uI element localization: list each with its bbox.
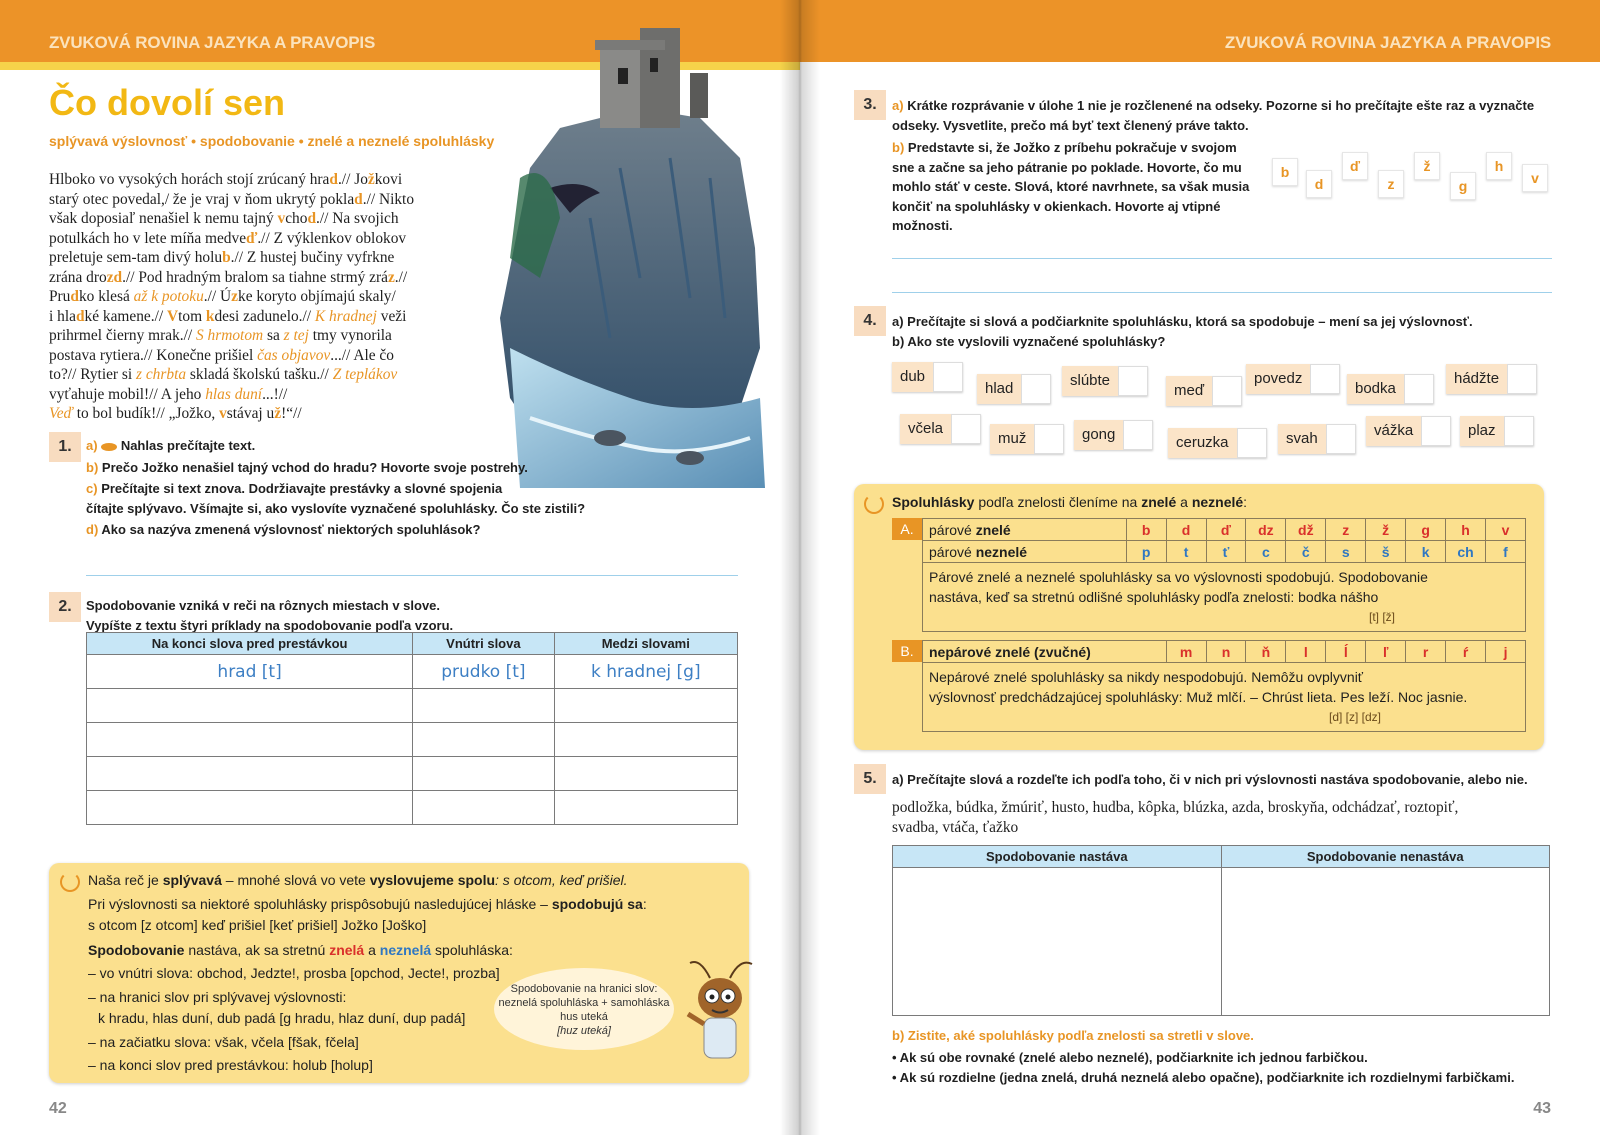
answer-box[interactable] bbox=[1021, 374, 1051, 404]
story-line: prihrmel čierny mrak.// S hrmotom sa z tej tmy vynorila bbox=[49, 327, 392, 344]
answer-cell[interactable] bbox=[413, 757, 554, 791]
answer-box[interactable] bbox=[1123, 420, 1153, 450]
letter-tile: h bbox=[1486, 152, 1512, 180]
paired-explanation: Párové znelé a neznelé spoluhlásky sa vo výslovnosti spodobujú. Spodobovanie nastáva, keď sa stretnú odlišné spoluhlásky podľa znelosti: bodka nášho [t] [ž] bbox=[923, 563, 1526, 632]
answer-cell[interactable] bbox=[413, 689, 554, 723]
task-5b: b) Zistite, aké spoluhlásky podľa znelosti sa stretli v slove. bbox=[892, 1028, 1254, 1043]
story-line: však doposiaľ nenašiel k nemu tajný vchod.// Na svojich bbox=[49, 210, 399, 227]
consonant-cell: ľ bbox=[1366, 641, 1406, 663]
letter-tile: v bbox=[1522, 164, 1548, 192]
story-text bbox=[49, 170, 529, 424]
word-chip: povedz bbox=[1246, 364, 1340, 394]
right-page bbox=[800, 0, 1600, 1135]
word-chip: vážka bbox=[1366, 416, 1451, 446]
unpaired-consonants-table bbox=[922, 640, 1526, 732]
word-chip: bodka bbox=[1347, 374, 1434, 404]
section-badge: A. bbox=[892, 518, 922, 540]
story-line: to?// Rytier si z chrbta skladá školskú tašku.// Z teplákov bbox=[49, 366, 398, 383]
story-line: postava rytiera.// Konečne prišiel čas objavov...// Ale čo bbox=[49, 346, 394, 364]
consonant-cell: ŕ bbox=[1446, 641, 1486, 663]
consonant-cell: b bbox=[1126, 519, 1166, 541]
rule-line: k hradu, hlas duní, dub padá [g hradu, hlaz duní, dup padá] bbox=[98, 1010, 466, 1026]
word-chip: hádžte bbox=[1446, 364, 1537, 394]
story-line: preletuje sem-tam divý holub.// Z hustej bučiny vyfrkne bbox=[49, 249, 395, 266]
word-chip: slúbte bbox=[1062, 366, 1148, 396]
box-title: Spoluhlásky podľa znelosti členíme na znelé a neznelé: bbox=[892, 494, 1248, 510]
unpaired-explanation: Nepárové znelé spoluhlásky sa nikdy nespodobujú. Nemôžu ovplyvniť výslovnosť predchádzajúcej spoluhlásky: Muž mlčí. – Chrúst lieta. Pes leží. Noc jasnie. [d] [z] [dz] bbox=[923, 663, 1526, 732]
consonant-cell: g bbox=[1406, 519, 1446, 541]
column-header: Spodobovanie nenastáva bbox=[1221, 846, 1550, 868]
answer-box[interactable] bbox=[1212, 376, 1242, 406]
rule-line: – na konci slov pred prestávkou: holub [holup] bbox=[88, 1057, 373, 1073]
consonant-cell: dz bbox=[1246, 519, 1286, 541]
task-number: 4. bbox=[854, 306, 886, 336]
page-subtitle: splývavá výslovnosť • spodobovanie • znelé a neznelé spoluhlásky bbox=[49, 133, 495, 149]
divider bbox=[86, 575, 738, 576]
word-chip: meď bbox=[1166, 376, 1242, 406]
consonant-cell: ť bbox=[1206, 541, 1246, 563]
rule-line: – na hranici slov pri splývavej výslovnosti: bbox=[88, 989, 347, 1005]
column-header: Na konci slova pred prestávkou bbox=[87, 633, 413, 655]
story-line: Prudko klesá až k potoku.// Úzke koryto objímajú skaly/ bbox=[49, 288, 396, 305]
castle-illustration bbox=[490, 18, 770, 488]
answer-box[interactable] bbox=[1034, 424, 1064, 454]
word-chip: ceruzka bbox=[1168, 428, 1267, 458]
story-line: Veď to bol budík!// „Jožko, vstávaj už!“// bbox=[49, 405, 302, 422]
story-line: starý otec povedal,/ že je vraj v ňom ukrytý poklad.// Nikto bbox=[49, 190, 415, 208]
letter-tile: ď bbox=[1342, 152, 1368, 180]
answer-cell[interactable] bbox=[87, 723, 413, 757]
consonant-cell: l bbox=[1286, 641, 1326, 663]
consonant-cell: č bbox=[1286, 541, 1326, 563]
task-1 bbox=[86, 436, 606, 540]
task-3b: b) Predstavte si, že Jožko z príbehu pokračuje v svojom sne a začne sa jeho pátranie po poklade. Hovorte, čo mu mohlo stáť v ceste. Slová, ktoré navrhnete, sa však musia končiť na spoluhlásky v okienkach. Hovorte aj vtipné možnosti. bbox=[892, 140, 1250, 233]
answer-cell[interactable] bbox=[87, 757, 413, 791]
task-5-table bbox=[892, 845, 1550, 1016]
column-header: Vnútri slova bbox=[413, 633, 554, 655]
answer-box[interactable] bbox=[1118, 366, 1148, 396]
word-chip: muž bbox=[990, 424, 1064, 454]
consonant-cell: n bbox=[1206, 641, 1246, 663]
answer-cell[interactable] bbox=[554, 757, 737, 791]
letter-tile: b bbox=[1272, 158, 1298, 186]
answer-line[interactable] bbox=[892, 258, 1552, 259]
answer-box[interactable] bbox=[1326, 424, 1356, 454]
rule-line: – na začiatku slova: však, včela [fšak, fčela] bbox=[88, 1034, 359, 1050]
consonant-cell: f bbox=[1486, 541, 1526, 563]
row-label: nepárové znelé (zvučné) bbox=[923, 641, 1167, 663]
answer-cell[interactable] bbox=[1221, 868, 1550, 1016]
word-chip: dub bbox=[892, 362, 963, 392]
consonant-cell: z bbox=[1326, 519, 1366, 541]
answer-cell[interactable] bbox=[87, 791, 413, 825]
reminder-icon bbox=[864, 494, 884, 514]
consonant-cell: t bbox=[1166, 541, 1206, 563]
rule-line: Naša reč je splývavá – mnohé slová vo vete vyslovujeme spolu: s otcom, keď prišiel. bbox=[88, 872, 628, 888]
answer-cell[interactable] bbox=[554, 791, 737, 825]
story-line: zrána drozd.// Pod hradným bralom sa tiahne strmý zráz.// bbox=[49, 268, 408, 286]
answer-box[interactable] bbox=[1310, 364, 1340, 394]
bubble-text: hus uteká bbox=[560, 1011, 608, 1023]
task-number: 5. bbox=[854, 764, 886, 794]
task-letter: c) bbox=[86, 481, 98, 496]
consonant-cell: j bbox=[1486, 641, 1526, 663]
task-4: a) Prečítajte si slová a podčiarknite spoluhlásku, ktorá sa spodobuje – mení sa jej výslovnosť. b) Ako ste vyslovili vyznačené spoluhlásky? bbox=[892, 314, 1473, 349]
task-text: Prečítajte si text znova. Dodržiavajte prestávky a slovné spojenia bbox=[101, 481, 503, 496]
task-text: Prečo Jožko nenašiel tajný vchod do hradu? Hovorte svoje postrehy. bbox=[101, 459, 528, 475]
consonant-cell: ž bbox=[1366, 519, 1406, 541]
bubble-text: [huz uteká] bbox=[557, 1025, 611, 1037]
word-chip: hlad bbox=[977, 374, 1051, 404]
consonant-cell: k bbox=[1406, 541, 1446, 563]
page-number: 42 bbox=[49, 1100, 67, 1117]
example-cell: k hradnej [g] bbox=[554, 655, 737, 689]
consonant-cell: r bbox=[1406, 641, 1446, 663]
example-cell: prudko [t] bbox=[413, 655, 554, 689]
mouth-icon bbox=[101, 443, 117, 451]
task-letter: d) bbox=[86, 522, 99, 537]
word-chip: svah bbox=[1278, 424, 1356, 454]
consonant-cell: h bbox=[1446, 519, 1486, 541]
example-cell: hrad [t] bbox=[87, 655, 413, 689]
task-text: Spodobovanie vzniká v reči na rôznych miestach v slove. bbox=[86, 598, 441, 613]
page-title: Čo dovolí sen bbox=[49, 82, 286, 123]
story-line: potulkách ho v lete míňa medveď.// Z výklenkov oblokov bbox=[49, 229, 407, 247]
answer-cell[interactable] bbox=[87, 689, 413, 723]
rule-line: s otcom [z otcom] keď prišiel [keť prišiel] Jožko [Joško] bbox=[88, 917, 427, 933]
task-2-table bbox=[86, 632, 738, 825]
speech-bubble bbox=[494, 968, 674, 1050]
consonant-cell: š bbox=[1366, 541, 1406, 563]
word-chip: plaz bbox=[1460, 416, 1534, 446]
bubble-text: neznelá spoluhláska + samohláska bbox=[498, 997, 670, 1009]
bubble-text: Spodobovanie na hranici slov: bbox=[510, 983, 658, 995]
answer-cell[interactable] bbox=[413, 723, 554, 757]
task-3: a) Krátke rozprávanie v úlohe 1 nie je rozčlenené na odseky. Pozorne si ho prečítajte ešte raz a vyznačte odseky. Vysvetlite, prečo má byť text členený práve takto. bbox=[892, 98, 1535, 133]
answer-box[interactable] bbox=[1504, 416, 1534, 446]
answer-box[interactable] bbox=[1507, 364, 1537, 394]
answer-cell[interactable] bbox=[893, 868, 1222, 1016]
task-letter: b) bbox=[86, 459, 99, 475]
reminder-icon bbox=[60, 872, 80, 892]
rule-line: – vo vnútri slova: obchod, Jedzte!, prosba [opchod, Jecte!, prozba] bbox=[88, 965, 500, 981]
letter-tile: g bbox=[1450, 172, 1476, 200]
task-text: čítajte splývavo. Všímajte si, ako vyslovíte vyznačené spoluhlásky. Čo ste zistili? bbox=[86, 500, 586, 516]
bullet-item: • Ak sú obe rovnaké (znelé alebo neznelé), podčiarknite ich jednou farbičkou. bbox=[892, 1050, 1368, 1065]
bullet-item: • Ak sú rozdielne (jedna znelá, druhá neznelá alebo opačne), podčiarknite ich rozdielnymi farbičkami. bbox=[892, 1070, 1515, 1085]
consonant-cell: v bbox=[1486, 519, 1526, 541]
task-5a: a) Prečítajte slová a rozdeľte ich podľa toho, či v nich pri výslovnosti nastáva spodobovanie, alebo nie. bbox=[892, 772, 1528, 787]
story-line: Hlboko vo vysokých horách stojí zrúcaný hrad.// Jožkovi bbox=[49, 171, 403, 188]
running-header: ZVUKOVÁ ROVINA JAZYKA A PRAVOPIS bbox=[49, 33, 376, 52]
consonant-cell: s bbox=[1326, 541, 1366, 563]
answer-cell[interactable] bbox=[554, 723, 737, 757]
story-line: i hladké kamene.// Vtom kdesi zadunelo.// K hradnej veži bbox=[49, 307, 407, 325]
column-header: Spodobovanie nastáva bbox=[893, 846, 1222, 868]
answer-box[interactable] bbox=[951, 414, 981, 444]
answer-box[interactable] bbox=[1237, 428, 1267, 458]
answer-box[interactable] bbox=[1421, 416, 1451, 446]
task-number: 3. bbox=[854, 90, 886, 120]
consonant-cell: m bbox=[1166, 641, 1206, 663]
column-header: Medzi slovami bbox=[554, 633, 737, 655]
consonant-cell: d bbox=[1166, 519, 1206, 541]
row-label: párové znelé bbox=[923, 519, 1127, 541]
page-number: 43 bbox=[1533, 1100, 1551, 1117]
task-letter: a) bbox=[86, 438, 98, 453]
paired-consonants-table bbox=[922, 518, 1526, 632]
task-number: 2. bbox=[49, 592, 81, 622]
rule-line: Pri výslovnosti sa niektoré spoluhlásky prispôsobujú nasledujúcej hláske – spodobujú sa: bbox=[88, 896, 647, 912]
task-2 bbox=[86, 596, 453, 635]
task-text: Ako sa nazýva zmenená výslovnosť niektorých spoluhlások? bbox=[101, 522, 481, 537]
consonant-cell: ch bbox=[1446, 541, 1486, 563]
consonant-cell: ď bbox=[1206, 519, 1246, 541]
consonant-cell: p bbox=[1126, 541, 1166, 563]
task-text: Vypíšte z textu štyri príklady na spodobovanie podľa vzoru. bbox=[86, 617, 454, 633]
answer-line[interactable] bbox=[892, 292, 1552, 293]
answer-box[interactable] bbox=[933, 362, 963, 392]
running-header: ZVUKOVÁ ROVINA JAZYKA A PRAVOPIS bbox=[1224, 33, 1551, 52]
word-list: podložka, búdka, žmúriť, husto, hudba, kôpka, blúzka, azda, broskyňa, odchádzať, roztopiť, svadba, vtáča, ťažko bbox=[892, 799, 1459, 836]
consonant-cell: ň bbox=[1246, 641, 1286, 663]
word-chip: gong bbox=[1074, 420, 1153, 450]
answer-box[interactable] bbox=[1404, 374, 1434, 404]
letter-tile: ž bbox=[1414, 152, 1440, 180]
task-number: 1. bbox=[49, 432, 81, 462]
ant-mascot-icon bbox=[680, 958, 760, 1068]
answer-cell[interactable] bbox=[554, 689, 737, 723]
answer-cell[interactable] bbox=[413, 791, 554, 825]
task-text: Nahlas prečítajte text. bbox=[120, 438, 256, 453]
consonant-cell: dž bbox=[1286, 519, 1326, 541]
row-label: párové neznelé bbox=[923, 541, 1127, 563]
section-badge: B. bbox=[892, 640, 922, 662]
consonant-cell: ĺ bbox=[1326, 641, 1366, 663]
story-line: vyťahuje mobil!// A jeho hlas duní...!// bbox=[49, 385, 288, 403]
letter-tile: d bbox=[1306, 170, 1332, 198]
rule-line: Spodobovanie nastáva, ak sa stretnú znelá a neznelá spoluhláska: bbox=[88, 942, 513, 958]
word-chip: včela bbox=[900, 414, 981, 444]
consonant-cell: c bbox=[1246, 541, 1286, 563]
letter-tile: z bbox=[1378, 170, 1404, 198]
book-gutter bbox=[780, 0, 820, 1135]
